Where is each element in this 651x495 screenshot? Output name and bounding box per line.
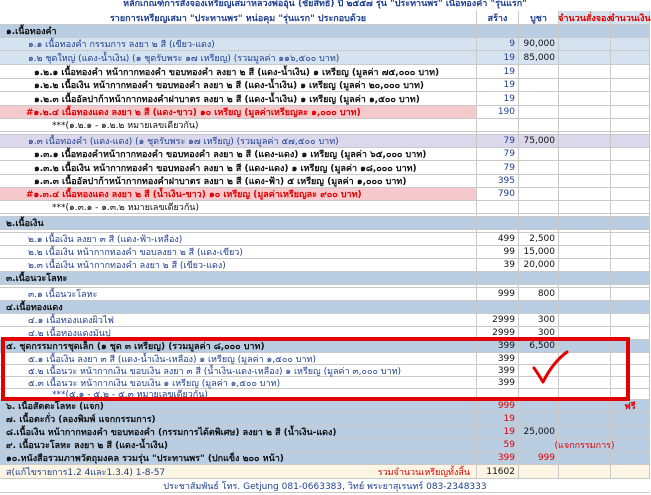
header-order: จำนวนสั่งจอง: [559, 11, 611, 25]
row-amount[interactable]: [611, 201, 650, 214]
row-item: ๔.๑ เนื้อทองแดงผิวไฟ: [0, 314, 477, 327]
row-price: 300: [519, 327, 559, 340]
row-created: [477, 25, 519, 38]
row-item: ๔.เนื้อทองแดง: [0, 301, 477, 314]
row-amount[interactable]: [611, 246, 650, 259]
row-order[interactable]: [559, 201, 611, 214]
row-created: [477, 272, 519, 285]
row-created: 395: [477, 175, 519, 188]
row-item: ๒.๓ เนื้อเงิน หน้ากากทองคำ ลงยา ๒ สี (เขียว-แดง): [0, 259, 477, 272]
row-created: 399: [477, 377, 519, 389]
table-row: [0, 201, 650, 214]
table-row: [0, 79, 650, 92]
row-order[interactable]: [559, 413, 611, 426]
row-created: 2999: [477, 314, 519, 327]
row-created: 19: [477, 51, 519, 65]
row-order[interactable]: [559, 25, 611, 38]
table-row: [0, 51, 650, 65]
row-item: ๑.๒.๓ เนื้ออัลปาก้าหน้ากากทองคำฝาบาตร ลงยา ๒ สี (แดง-น้ำเงิน) ๑ เหรียญ (มูลค่า ๑,๕๐๐ บาท): [0, 92, 477, 106]
row-order[interactable]: [559, 65, 611, 79]
row-created: 399: [477, 452, 519, 465]
row-created: 790: [477, 188, 519, 201]
row-created: 399: [477, 340, 519, 353]
row-amount[interactable]: [611, 439, 650, 452]
row-price: [519, 201, 559, 214]
row-price: 999: [519, 452, 559, 465]
row-order[interactable]: [559, 217, 611, 230]
row-amount[interactable]: [611, 413, 650, 426]
row-price: 300: [519, 314, 559, 327]
table-row: [0, 161, 650, 175]
row-price: 25,000: [519, 426, 559, 439]
row-item: ***(๕.๑ - ๕.๒ - ๕.๓ หมายเลขเดียวกัน): [0, 389, 477, 400]
row-price: [519, 161, 559, 175]
row-amount[interactable]: ฟรี: [611, 400, 650, 413]
row-order[interactable]: [559, 106, 611, 119]
row-created: [477, 217, 519, 230]
table-row: [0, 65, 650, 79]
row-price: [519, 25, 559, 38]
row-item: ๑.๒ ชุดใหญ่ (แดง-น้ำเงิน) (๑ ชุดรับพระ ๑๗ เหรียญ) (รวมมูลค่า ๑๑๖,๕๐๐ บาท): [0, 51, 477, 65]
row-created: 399: [477, 353, 519, 365]
contact-info: ประชาสัมพันธ์ โทร. Getjung 081-0663383, วิทย์ พระยาสุเรนทร์ 083-2348333: [0, 479, 650, 493]
row-item: ๔.๒ เนื้อทองแดงมันปู: [0, 327, 477, 340]
row-amount[interactable]: [611, 452, 650, 465]
row-amount[interactable]: [611, 135, 650, 148]
row-item: ๓.เนื้อนวะโลหะ: [0, 272, 477, 285]
row-item: ๑.๓ เนื้อทองคำ (แดง-แดง) (๑ ชุดรับพระ ๑๗ เหรียญ) (รวมมูลค่า ๕๗,๕๐๐ บาท): [0, 135, 477, 148]
row-created: [477, 301, 519, 314]
row-amount[interactable]: [611, 188, 650, 201]
row-item: ๑.๓.๒ เนื้อเงิน หน้ากากทองคำ ขอบทองคำ ลงยา ๒ สี (แดง-แดง) ๑ เหรียญ (มูลค่า ๑๘,๐๐๐ บาท): [0, 161, 477, 175]
row-price: [519, 439, 559, 452]
row-order[interactable]: [559, 135, 611, 148]
row-price: 20,000: [519, 259, 559, 272]
row-price: [519, 400, 559, 413]
row-order[interactable]: [559, 259, 611, 272]
row-price: 6,500: [519, 340, 559, 353]
row-created: 19: [477, 92, 519, 106]
row-order[interactable]: [559, 38, 611, 51]
row-item: ๑๐.หนังสือรวมภาพวัตถุมงคล รวมรุ่น "ประทานพร" (ปกแข็ง ๒๐๐ หน้า): [0, 452, 477, 465]
row-created: 19: [477, 65, 519, 79]
row-created: 999: [477, 288, 519, 301]
row-amount[interactable]: [611, 79, 650, 92]
row-price: [519, 272, 559, 285]
row-created: 499: [477, 233, 519, 246]
row-price: [519, 188, 559, 201]
row-price: 85,000: [519, 51, 559, 65]
row-amount[interactable]: [611, 92, 650, 106]
row-order[interactable]: [559, 400, 611, 413]
row-created: 19: [477, 413, 519, 426]
page-title: หลักเกณฑ์การสั่งจองเหรียญเสมาหลวงพ่ออุ้น (ชัยสิทธิ) ปี ๒๕๕๗ รุ่น "ประทานพร" เนื้อทองคำ "รุ่นแรก": [123, 0, 527, 9]
row-order[interactable]: [559, 51, 611, 65]
table-row: [0, 259, 650, 272]
row-price: [519, 119, 559, 132]
row-item: #๑.๓.๔ เนื้อทองแดง ลงยา ๒ สี (น้ำเงิน-ขาว) ๑๐ เหรียญ (มูลค่าเหรียญละ ๙๐๐ บาท): [0, 188, 477, 201]
row-created: 19: [477, 426, 519, 439]
row-price: [519, 413, 559, 426]
row-amount[interactable]: [611, 38, 650, 51]
row-created: 39: [477, 259, 519, 272]
row-price: [519, 79, 559, 92]
footer-note: ส(แก้ไขรายการ1.2 4และ1.3.4) 1-8-57: [6, 467, 166, 478]
row-amount[interactable]: [611, 161, 650, 175]
footer-total-row: [0, 465, 650, 479]
table-row: [0, 92, 650, 106]
row-created: [477, 201, 519, 214]
row-item: ๕.๒ เนื้อนวะ หน้ากากเงิน ขอบเงิน ลงยา ๓ สี (น้ำเงิน-แดง-เหลือง) ๑ เหรียญ (มูลค่า ๓,๐๐๐ บาท): [0, 365, 477, 377]
row-amount[interactable]: [611, 106, 650, 119]
row-created: 79: [477, 148, 519, 161]
footer-note-cell: [0, 465, 477, 479]
row-amount[interactable]: [611, 314, 650, 327]
row-amount[interactable]: [611, 119, 650, 132]
row-created: 79: [477, 135, 519, 148]
row-order[interactable]: [559, 314, 611, 327]
row-created: 19: [477, 79, 519, 92]
row-amount[interactable]: [611, 51, 650, 65]
total-label: รวมจำนวนเหรียญทั้งสิ้น: [377, 467, 470, 478]
row-amount[interactable]: [611, 426, 650, 439]
row-item: ๒.๑ เนื้อเงิน ลงยา ๓ สี (แดง-ฟ้า-เหลือง): [0, 233, 477, 246]
row-price: [519, 92, 559, 106]
row-item: ๑.เนื้อทองคำ: [0, 25, 477, 38]
row-item: ๘.เนื้อเงิน หน้ากากทองคำ ขอบทองคำ (กรรมการได้ตพิเศษ) ลงยา ๒ สี (น้ำเงิน-แดง): [0, 426, 477, 439]
row-order[interactable]: [559, 148, 611, 161]
row-amount[interactable]: [611, 272, 650, 285]
row-created: 79: [477, 161, 519, 175]
row-price: 800: [519, 288, 559, 301]
row-price: [519, 301, 559, 314]
row-created: 2999: [477, 327, 519, 340]
row-created: 399: [477, 365, 519, 377]
row-created: 999: [477, 400, 519, 413]
header-item: รายการเหรียญเสมา "ประทานพร" หน่อคุม "รุ่นแรก" ประกอบด้วย: [0, 11, 477, 25]
row-order[interactable]: [559, 272, 611, 285]
header-created: สร้าง: [477, 11, 519, 25]
row-created: 99: [477, 246, 519, 259]
table-row: [0, 119, 650, 132]
header-price: บูชา: [519, 11, 559, 25]
row-created: 190: [477, 106, 519, 119]
row-created: 59: [477, 439, 519, 452]
row-amount[interactable]: [611, 259, 650, 272]
row-amount[interactable]: [611, 233, 650, 246]
row-item: ๒.๒ เนื้อเงิน หน้ากากทองคำ ขอบลงยา ๒ สี (แดง-เขียว): [0, 246, 477, 259]
row-order[interactable]: [559, 119, 611, 132]
row-item: ๕.๓ เนื้อนวะ หน้ากากเงิน ขอบเงิน ๑ เหรียญ (มูลค่า ๑,๕๐๐ บาท): [0, 377, 477, 389]
row-created: 9: [477, 38, 519, 51]
row-item: ๑.๒.๑ เนื้อทองคำ หน้ากากทองคำ ขอบทองคำ ลงยา ๒ สี (แดง-น้ำเงิน) ๑ เหรียญ (มูลค่า ๗๕,๐๐๐ บาท): [0, 65, 477, 79]
row-item: ***(๑.๓.๑ - ๑.๓.๒ หมายเลขเดียวกัน): [0, 201, 477, 214]
header-amount: จำนวนเงิน: [611, 11, 650, 25]
row-order[interactable]: [559, 246, 611, 259]
row-price: [519, 175, 559, 188]
row-amount[interactable]: [611, 288, 650, 301]
row-item: ๑.๓.๓ เนื้ออัลปาก้าหน้ากากทองคำฝาบาตร ลงยา ๒ สี (แดง-ฟ้า) ๕ เหรียญ (มูลค่า ๑,๐๐๐ บาท): [0, 175, 477, 188]
table-row: [0, 217, 650, 230]
row-item: ๕. ชุดกรรมการชุดเล็ก (๑ ชุด ๓ เหรียญ) (รวมมูลค่า ๘,๐๐๐ บาท): [0, 340, 477, 353]
row-item: ๗. เนื้อตะกั่ว (ลองพิมพ์ แจกกรรมการ): [0, 413, 477, 426]
row-item: ๒.เนื้อเงิน: [0, 217, 477, 230]
row-item: #๑.๒.๔ เนื้อทองแดง ลงยา ๒ สี (แดง-ขาว) ๑๐ เหรียญ (มูลค่าเหรียญละ ๑,๐๐๐ บาท): [0, 106, 477, 119]
row-amount[interactable]: [611, 148, 650, 161]
table-row: [0, 272, 650, 285]
row-order[interactable]: [559, 175, 611, 188]
row-created: [477, 119, 519, 132]
footer-contact-row: [0, 479, 650, 493]
total-value: 11602: [477, 465, 519, 479]
row-item: ๑.๓.๑ เนื้อทองคำหน้ากากทองคำ ขอบทองคำ ลงยา ๒ สี (แดง-แดง) ๑ เหรียญ (มูลค่า ๖๕,๐๐๐ บาท): [0, 148, 477, 161]
row-order[interactable]: [559, 92, 611, 106]
row-item: ๖. เนื้อสัตตะโลหะ (แจก): [0, 400, 477, 413]
check-mark-icon: [531, 350, 569, 384]
row-price: [519, 217, 559, 230]
row-order[interactable]: [559, 161, 611, 175]
table-row: [0, 148, 650, 161]
row-item: ๑.๑ เนื้อทองคำ กรรมการ ลงยา ๒ สี (เขียว-แดง): [0, 38, 477, 51]
table-row: [0, 38, 650, 51]
row-amount[interactable]: [611, 65, 650, 79]
row-amount[interactable]: [611, 25, 650, 38]
row-order[interactable]: [559, 288, 611, 301]
row-order[interactable]: [559, 233, 611, 246]
row-price: 2,500: [519, 233, 559, 246]
header-row: [0, 11, 650, 25]
row-order[interactable]: [559, 301, 611, 314]
row-item: ๙. เนื้อนวะโลหะ ลงยา ๒ สี (แดง-น้ำเงิน): [0, 439, 477, 452]
row-price: [519, 106, 559, 119]
row-item: ๓.๑ เนื้อนวะโลหะ: [0, 288, 477, 301]
row-item: ***(๑.๒.๑ - ๑.๒.๒ หมายเลขเดียวกัน): [0, 119, 477, 132]
row-order[interactable]: [559, 79, 611, 92]
row-item: ๕.๑ เนื้อเงิน ลงยา ๓ สี (แดง-น้ำเงิน-เหลือง) ๑ เหรียญ (มูลค่า ๑,๕๐๐ บาท): [0, 353, 477, 365]
row-amount[interactable]: [611, 217, 650, 230]
row-price: 15,000: [519, 246, 559, 259]
row-order[interactable]: [559, 452, 611, 465]
row-order[interactable]: [559, 188, 611, 201]
row-amount[interactable]: [611, 175, 650, 188]
row-price: 90,000: [519, 38, 559, 51]
row-price: [519, 65, 559, 79]
table-row: [0, 288, 650, 301]
row-price: [519, 148, 559, 161]
row-amount[interactable]: [611, 301, 650, 314]
table-row: [0, 452, 650, 465]
row-order[interactable]: (แจกกรรมการ): [554, 441, 615, 451]
row-item: ๑.๒.๒ เนื้อเงิน หน้ากากทองคำ ขอบทองคำ ลงยา ๒ สี (แดง-น้ำเงิน) ๑ เหรียญ (มูลค่า ๒๐,๐๐๐ บาท): [0, 79, 477, 92]
row-price: 75,000: [519, 135, 559, 148]
